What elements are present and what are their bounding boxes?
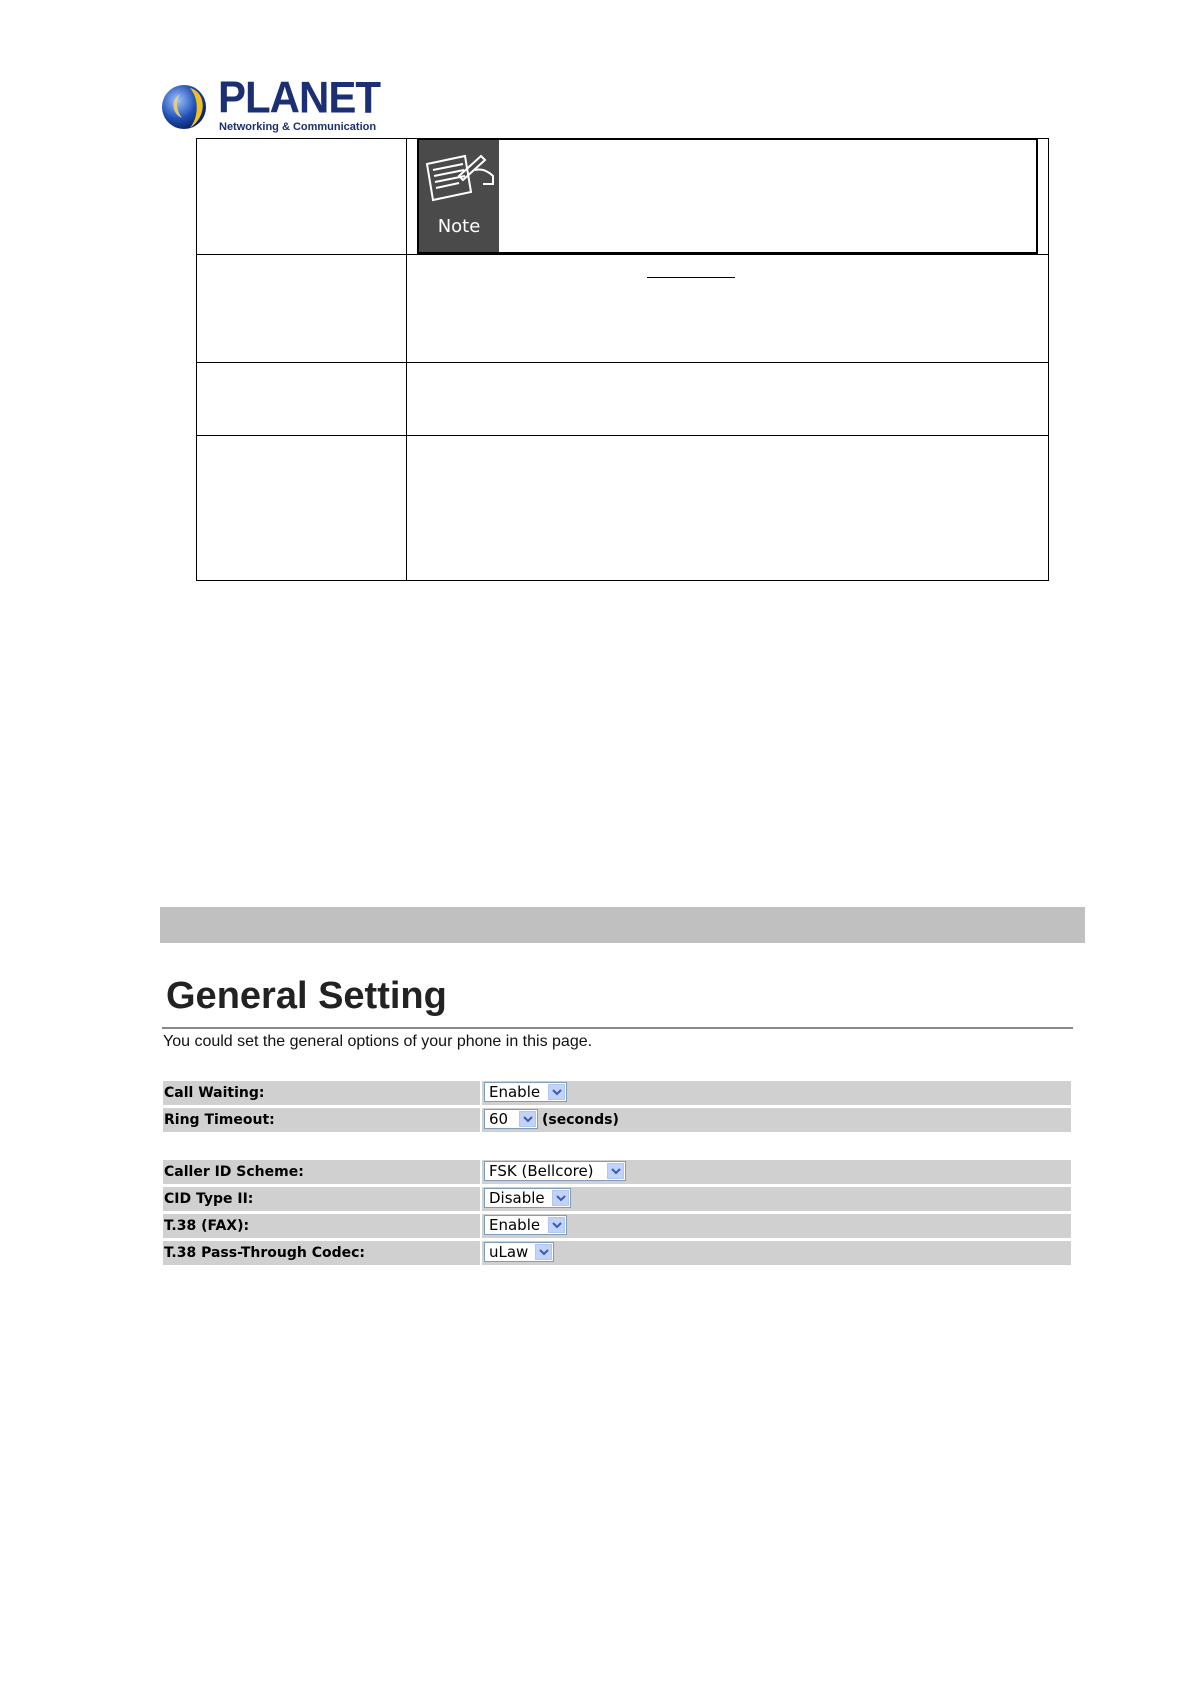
table-row — [197, 363, 1049, 436]
ring-timeout-unit: (seconds) — [542, 1112, 619, 1128]
setting-row-ring-timeout — [163, 1108, 1071, 1132]
setting-row-t38-codec — [163, 1241, 1071, 1265]
table-cell — [197, 255, 407, 363]
chevron-down-icon[interactable] — [552, 1190, 569, 1206]
notepad-pen-icon — [419, 142, 499, 212]
setting-row-caller-id-scheme — [163, 1160, 1071, 1184]
setting-label: Ring Timeout: — [163, 1108, 480, 1132]
table-cell — [197, 363, 407, 436]
setting-row-call-waiting — [163, 1081, 1071, 1105]
chevron-down-icon[interactable] — [519, 1111, 536, 1127]
setting-value-cell — [482, 1241, 1071, 1265]
setting-row-t38-fax — [163, 1214, 1071, 1238]
setting-value-cell — [482, 1160, 1071, 1184]
setting-value-cell — [482, 1108, 1071, 1132]
table-row — [197, 436, 1049, 581]
table-cell — [407, 436, 1049, 581]
globe-logo-icon — [160, 82, 210, 132]
setting-value-cell — [482, 1187, 1071, 1211]
select-value: Disable — [489, 1189, 545, 1207]
note-label: Note — [437, 216, 481, 237]
call-waiting-select[interactable] — [484, 1082, 567, 1102]
table-row — [197, 139, 1049, 255]
table-cell — [407, 139, 1049, 255]
t38-fax-select[interactable] — [484, 1215, 567, 1235]
chevron-down-icon[interactable] — [548, 1217, 565, 1233]
parameter-table — [196, 138, 1049, 581]
page-title: General Setting — [166, 975, 447, 1017]
setting-value-cell — [482, 1214, 1071, 1238]
note-box — [417, 139, 1038, 254]
select-value: uLaw — [489, 1243, 529, 1261]
select-value: Enable — [489, 1083, 541, 1101]
setting-label: T.38 (FAX): — [163, 1214, 480, 1238]
table-cell — [197, 436, 407, 581]
caller-id-scheme-select[interactable] — [484, 1161, 626, 1181]
cid-type-ii-select[interactable] — [484, 1188, 571, 1208]
underline-mark — [647, 277, 735, 278]
table-row — [197, 255, 1049, 363]
section-bar — [160, 907, 1085, 943]
setting-label: CID Type II: — [163, 1187, 480, 1211]
setting-label: T.38 Pass-Through Codec: — [163, 1241, 480, 1265]
note-icon — [419, 140, 499, 252]
setting-row-cid-type-ii — [163, 1187, 1071, 1211]
planet-logo — [160, 72, 380, 136]
setting-value-cell — [482, 1081, 1071, 1105]
chevron-down-icon[interactable] — [535, 1244, 552, 1260]
ring-timeout-select[interactable] — [484, 1109, 538, 1129]
title-divider — [162, 1027, 1073, 1029]
select-value: FSK (Bellcore) — [489, 1162, 594, 1180]
chevron-down-icon[interactable] — [548, 1084, 565, 1100]
t38-codec-select[interactable] — [484, 1242, 554, 1262]
table-cell — [197, 139, 407, 255]
logo-wordmark: PLANET — [218, 72, 380, 123]
select-value: 60 — [489, 1110, 509, 1128]
chevron-down-icon[interactable] — [607, 1163, 624, 1179]
table-cell — [407, 255, 1049, 363]
select-value: Enable — [489, 1216, 541, 1234]
table-cell — [407, 363, 1049, 436]
setting-label: Call Waiting: — [163, 1081, 480, 1105]
page-description: You could set the general options of your phone in this page. — [163, 1033, 593, 1050]
setting-label: Caller ID Scheme: — [163, 1160, 480, 1184]
logo-tagline: Networking & Communication — [219, 121, 377, 133]
